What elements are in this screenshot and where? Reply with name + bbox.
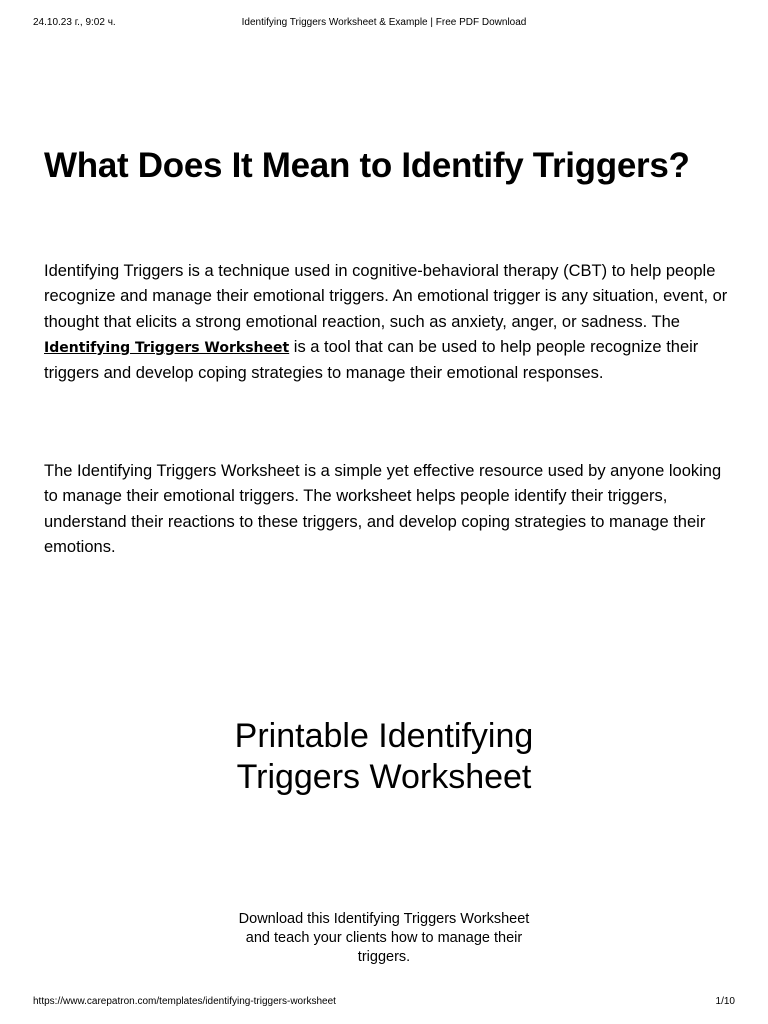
page-number: 1/10 (715, 996, 735, 1007)
print-date: 24.10.23 г., 9:02 ч. (33, 17, 116, 28)
article-heading: What Does It Mean to Identify Triggers? (44, 146, 690, 185)
promo-title: Printable Identifying Triggers Worksheet (234, 717, 534, 796)
print-page-title: Identifying Triggers Worksheet & Example | Free PDF Download (241, 17, 527, 28)
print-footer (33, 995, 735, 1009)
paragraph-1-text-start: Identifying Triggers is a technique used in cognitive-behavioral therapy (CBT) to help people recognize and manage their emotional triggers. An emotional trigger is any situation, event, or thought that elicits a strong emotional reaction, such as anxiety, anger, or sadness. The (44, 262, 728, 331)
paragraph-1-text-end: is a tool that can be used to help people recognize their triggers and develop coping strategies to manage their emotional responses. (44, 337, 699, 383)
promo-description: Download this Identifying Triggers Worksheet and teach your clients how to manage their triggers. (238, 911, 530, 965)
article-paragraph-2: The Identifying Triggers Worksheet is a simple yet effective resource used by anyone looking to manage their emotional triggers. The worksheet helps people identify their triggers, understand their reactions to these triggers, and develop coping strategies to manage their emotions. (44, 462, 722, 556)
print-header (33, 16, 735, 30)
article-paragraph-1 (44, 259, 734, 386)
print-url: https://www.carepatron.com/templates/identifying-triggers-worksheet (33, 996, 336, 1007)
worksheet-link[interactable]: Identifying Triggers Worksheet (44, 339, 290, 356)
